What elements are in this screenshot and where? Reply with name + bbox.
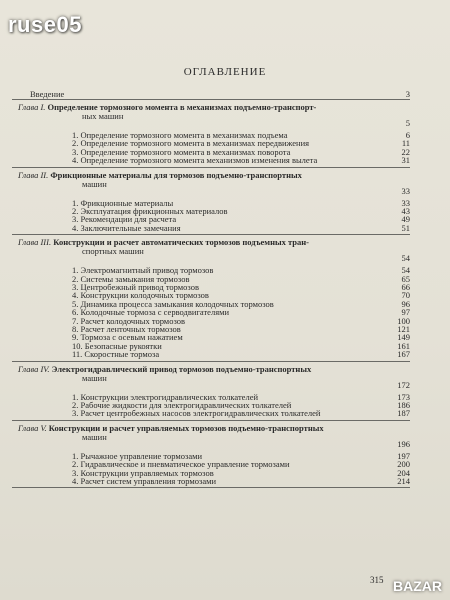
intro-page: 3 [405,89,410,99]
site-watermark: BAZAR [393,578,442,594]
section-page: 43 [401,206,410,216]
chapter-title: Конструкции и расчет управляемых тормозов подъемно-транспортных [48,422,324,433]
section-page: 96 [401,298,410,309]
section-item: 3. Определение тормозного момента в механизмах поворота [72,146,291,157]
section-page: 186 [397,400,410,410]
section-page: 149 [397,332,410,343]
intro-label: Введение [30,89,65,99]
section-page: 65 [401,273,410,284]
divider [12,234,410,235]
chapter-heading [18,365,311,374]
chapter-title: Фрикционные материалы для тормозов подъемно-транспортных [50,169,302,180]
section-item: 9. Тормоза с осевым нажатием [72,332,183,343]
section-page: 66 [401,282,410,292]
section-item: 1. Фрикционные материалы [72,197,174,208]
chapter-page: 33 [401,185,410,196]
section-item: 3. Рекомендации для расчета [72,214,177,225]
chapter-title: Электрогидравлический привод тормозов подъемно-транспортных [51,363,312,374]
chapter-title-cont: машин [82,431,107,442]
section-page: 173 [397,391,410,402]
chapter-title-cont: машин [82,372,107,383]
section-item: 4. Конструкции колодочных тормозов [72,290,209,301]
section-item: 3. Центробежный привод тормозов [72,282,200,292]
chapter-heading [18,103,316,112]
chapter-heading [18,171,302,180]
section-item: 1. Рычажное управление тормозами [72,450,203,461]
section-item: 4. Определение тормозного момента механизмов изменения вылета [72,155,318,166]
chapter-page: 5 [405,118,410,128]
section-page: 54 [401,265,410,276]
chapter-prefix: Глава I. [18,102,46,112]
section-page: 11 [401,138,410,149]
section-page: 167 [397,349,410,360]
chapter-prefix: Глава II. [18,169,49,180]
section-page: 22 [401,146,410,157]
chapter-page: 172 [397,379,410,390]
section-page: 97 [401,307,410,318]
divider [12,420,410,421]
section-item: 1. Конструкции электрогидравлических толкателей [72,391,259,402]
section-page: 214 [397,476,410,486]
chapter-prefix: Глава V. [18,422,47,433]
section-page: 33 [401,197,410,208]
chapter-title: Конструкции и расчет автоматических тормозов подъемных тран- [53,237,309,248]
section-item: 2. Рабочие жидкости для электрогидравлических толкателей [72,400,292,410]
divider [12,167,410,168]
chapter-prefix: Глава IV. [18,363,50,374]
section-item: 10. Безопасные рукоятки [72,340,162,351]
section-item: 2. Эксплуатация фрикционных материалов [72,206,228,216]
section-page: 49 [401,214,410,225]
section-item: 3. Расчет центробежных насосов электрогидравлических толкателей [72,408,321,419]
chapter-heading [18,238,309,247]
section-page: 100 [397,315,410,326]
chapter-title: Определение тормозного момента в механизмах подъемно-транспорт- [47,102,317,112]
section-page: 197 [397,450,410,461]
chapter-page: 54 [401,253,410,264]
section-item: 2. Гидравлическое и пневматическое управление тормозами [72,459,290,470]
divider [12,487,410,488]
section-item: 11. Скоростные тормоза [72,349,160,360]
section-item: 6. Колодочные тормоза с серводвигателями [72,307,230,318]
page-title: ОГЛАВЛЕНИЕ [183,66,267,78]
section-item: 2. Системы замыкания тормозов [72,273,190,284]
chapter-title-cont: машин [82,178,107,189]
divider [12,361,410,362]
chapter-heading [18,424,324,433]
section-item: 7. Расчет колодочных тормозов [72,315,186,326]
chapter-title-cont: спортных машин [82,246,144,257]
section-item: 2. Определение тормозного момента в механизмах передвижения [72,138,310,149]
section-page: 51 [401,222,410,233]
section-item: 4. Расчет систем управления тормозами [72,476,217,486]
section-item: 8. Расчет ленточных тормозов [72,324,181,334]
section-page: 200 [397,459,410,470]
section-item: 4. Заключительные замечания [72,222,181,233]
section-item: 5. Динамика процесса замыкания колодочных тормозов [72,298,274,309]
section-page: 6 [405,130,410,140]
section-page: 161 [397,340,410,351]
section-page: 121 [397,324,410,334]
divider [12,99,410,100]
section-page: 187 [397,408,410,419]
section-page: 204 [397,467,410,478]
chapter-page: 196 [397,438,410,449]
chapter-title-cont: ных машин [82,111,124,121]
section-page: 31 [401,155,410,166]
chapter-prefix: Глава III. [18,237,52,248]
section-page: 70 [401,290,410,301]
section-item: 1. Электромагнитный привод тормозов [72,265,214,276]
section-item: 1. Определение тормозного момента в механизмах подъема [72,130,288,140]
page-number: 315 [370,575,384,585]
seller-watermark: ruse05 [8,12,82,37]
section-item: 3. Конструкции управляемых тормозов [72,467,214,478]
